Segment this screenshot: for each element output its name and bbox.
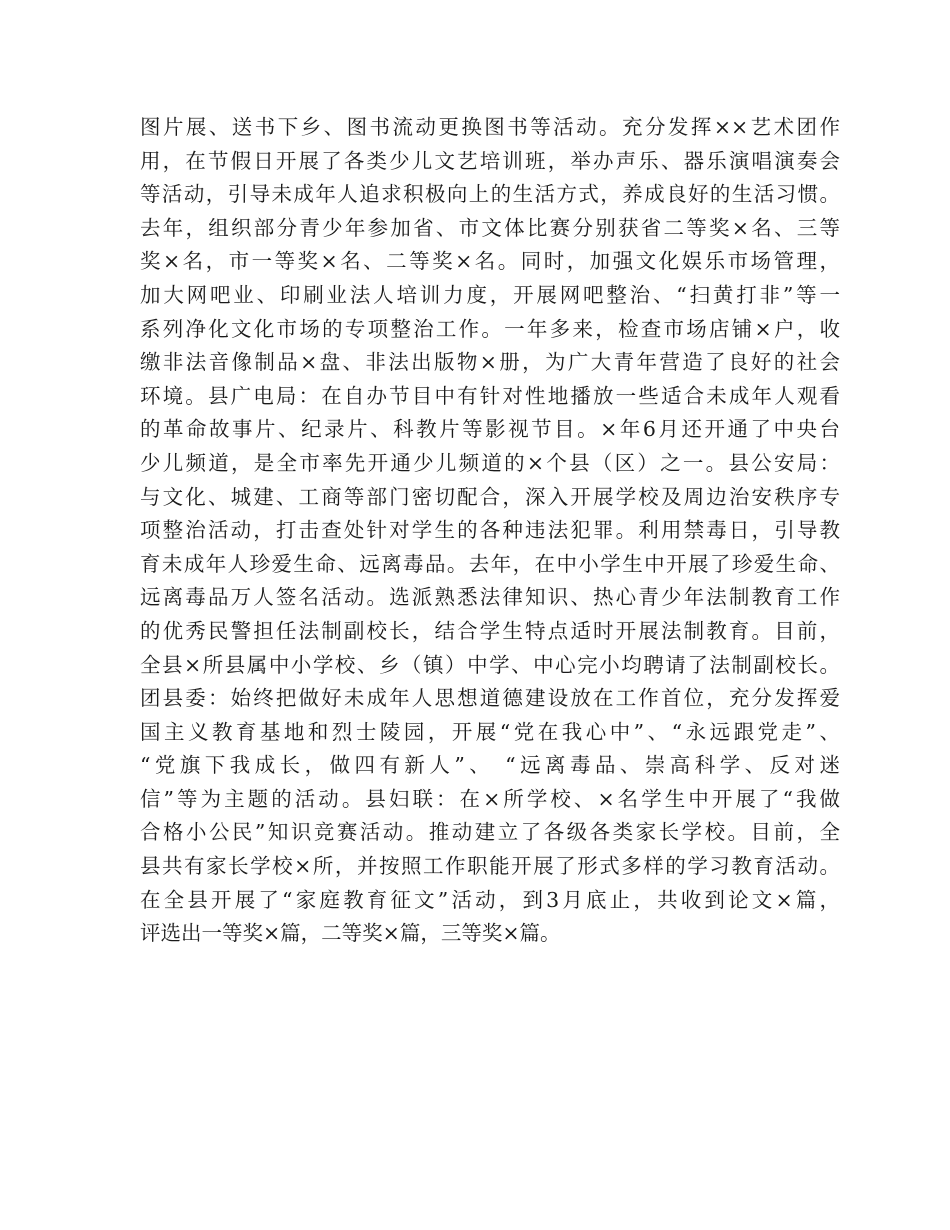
text-line: 环境。县广电局：在自办节目中有针对性地播放一些适合未成年人观看	[140, 383, 840, 408]
body-paragraph	[140, 111, 840, 951]
text-line: “党旗下我成长，做四有新人”、 “远离毒品、崇高科学、反对迷	[140, 753, 840, 778]
text-line: 项整治活动，打击查处针对学生的各种违法犯罪。利用禁毒日，引导教	[140, 518, 840, 543]
text-line: 去年，组织部分青少年参加省、市文体比赛分别获省二等奖×名、三等	[140, 215, 840, 240]
text-line: 信”等为主题的活动。县妇联：在×所学校、×名学生中开展了“我做	[140, 786, 840, 811]
text-line: 缴非法音像制品×盘、非法出版物×册，为广大青年营造了良好的社会	[140, 350, 840, 375]
text-line: 少儿频道，是全市率先开通少儿频道的×个县（区）之一。县公安局：	[140, 450, 840, 475]
text-line: 系列净化文化市场的专项整治工作。一年多来，检查市场店铺×户，收	[140, 316, 840, 341]
text-line: 用，在节假日开展了各类少儿文艺培训班，举办声乐、器乐演唱演奏会	[140, 148, 840, 173]
text-line-last: 评选出一等奖×篇，二等奖×篇，三等奖×篇。	[140, 921, 561, 946]
text-line: 全县×所县属中小学校、乡（镇）中学、中心完小均聘请了法制副校长。	[140, 652, 840, 677]
text-line: 等活动，引导未成年人追求积极向上的生活方式，养成良好的生活习惯。	[140, 182, 840, 207]
text-line: 在全县开展了“家庭教育征文”活动，到3月底止，共收到论文×篇，	[140, 887, 840, 912]
text-line: 合格小公民”知识竞赛活动。推动建立了各级各类家长学校。目前，全	[140, 820, 840, 845]
text-line: 团县委：始终把做好未成年人思想道德建设放在工作首位，充分发挥爱	[140, 686, 840, 711]
text-line: 远离毒品万人签名活动。选派熟悉法律知识、热心青少年法制教育工作	[140, 585, 840, 610]
text-line: 加大网吧业、印刷业法人培训力度，开展网吧整治、“扫黄打非”等一	[140, 282, 840, 307]
text-line: 育未成年人珍爱生命、远离毒品。去年，在中小学生中开展了珍爱生命、	[140, 551, 840, 576]
text-line: 国主义教育基地和烈士陵园，开展“党在我心中”、“永远跟党走”、	[140, 719, 840, 744]
text-line: 奖×名，市一等奖×名、二等奖×名。同时，加强文化娱乐市场管理，	[140, 249, 840, 274]
text-line: 县共有家长学校×所，并按照工作职能开展了形式多样的学习教育活动。	[140, 854, 840, 879]
text-line: 的革命故事片、纪录片、科教片等影视节目。×年6月还开通了中央台	[140, 417, 840, 442]
text-line: 与文化、城建、工商等部门密切配合，深入开展学校及周边治安秩序专	[140, 484, 840, 509]
text-line: 的优秀民警担任法制副校长，结合学生特点适时开展法制教育。目前，	[140, 618, 840, 643]
text-line: 图片展、送书下乡、图书流动更换图书等活动。充分发挥××艺术团作	[140, 115, 840, 139]
